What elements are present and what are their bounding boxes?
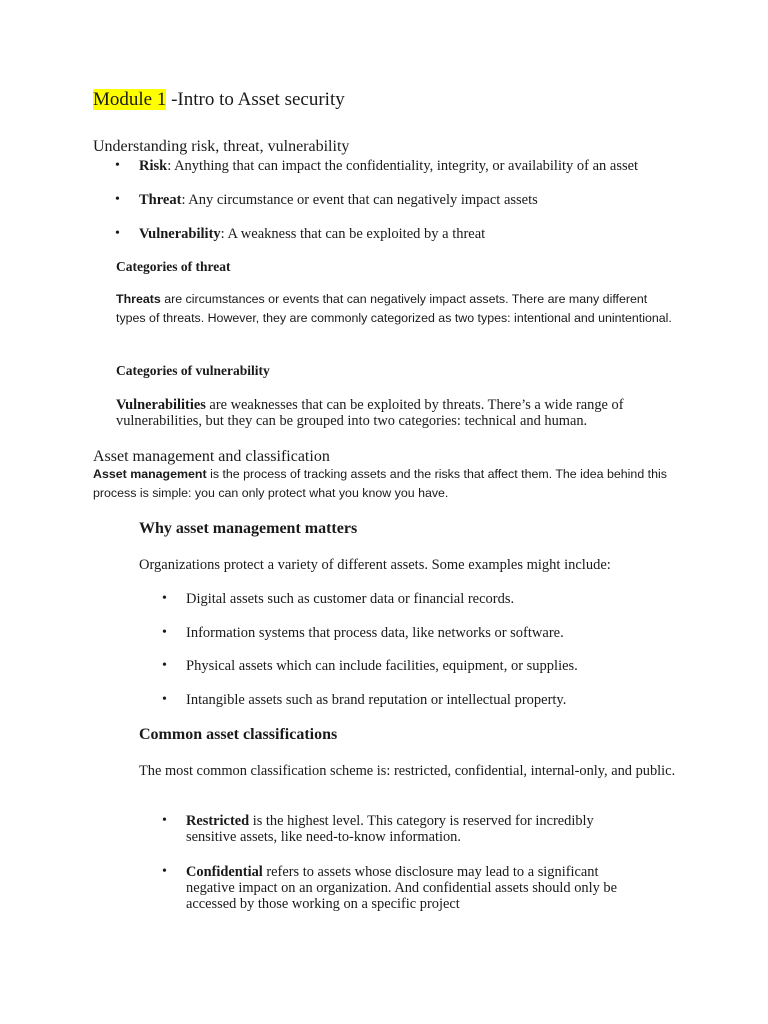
term-vulnerability: Vulnerability xyxy=(139,226,221,242)
bullet-dot: • xyxy=(115,158,120,173)
bullet-dot: • xyxy=(162,692,167,707)
bullet-dot: • xyxy=(115,192,120,207)
title-highlight: Module 1 xyxy=(93,89,167,110)
paragraph-asset-management xyxy=(93,465,683,503)
section-heading-risk: Understanding risk, threat, vulnerability xyxy=(93,138,350,155)
text-restricted: is the highest level. This category is reserved for incredibly sensitive assets, like need-to-know information. xyxy=(186,813,594,845)
heading-why-asset-management: Why asset management matters xyxy=(139,520,358,537)
paragraph-organizations: Organizations protect a variety of different assets. Some examples might include: xyxy=(139,557,611,573)
paragraph-classification-scheme: The most common classification scheme is: restricted, confidential, internal-only, and public. xyxy=(139,763,676,779)
paragraph-vulnerabilities xyxy=(116,397,676,429)
heading-common-asset-classifications: Common asset classifications xyxy=(139,726,338,743)
term-asset-management: Asset management xyxy=(93,467,207,481)
paragraph-threats xyxy=(116,290,676,328)
definition-threat: : Any circumstance or event that can negatively impact assets xyxy=(181,192,538,208)
subheading-threat-categories: Categories of threat xyxy=(116,259,231,274)
title-rest: -Intro to Asset security xyxy=(166,89,345,110)
term-vulnerabilities: Vulnerabilities xyxy=(116,397,206,413)
definition-vulnerability: : A weakness that can be exploited by a threat xyxy=(220,226,486,242)
term-confidential: Confidential xyxy=(186,864,263,880)
term-threat: Threat xyxy=(139,192,182,208)
bullet-dot: • xyxy=(162,625,167,640)
list-item-restricted xyxy=(162,813,642,845)
definition-risk: : Anything that can impact the confidentiality, integrity, or availability of an asset xyxy=(167,158,639,174)
bullet-dot: • xyxy=(162,658,167,673)
list-item-confidential xyxy=(162,864,642,912)
page-title xyxy=(93,88,345,112)
bullet-dot: • xyxy=(162,591,167,606)
list-item-text: Intangible assets such as brand reputation or intellectual property. xyxy=(186,692,567,708)
term-threats: Threats xyxy=(116,292,161,306)
subheading-vulnerability-categories: Categories of vulnerability xyxy=(116,363,270,378)
section-heading-asset-management: Asset management and classification xyxy=(93,448,330,465)
bullet-dot: • xyxy=(162,864,167,879)
bullet-dot: • xyxy=(162,813,167,828)
text-confidential: refers to assets whose disclosure may lead to a significant negative impact on an organization. And confidential assets should only be accessed by those working on a specific project xyxy=(186,864,617,912)
list-item-text: Physical assets which can include facilities, equipment, or supplies. xyxy=(186,658,578,674)
term-restricted: Restricted xyxy=(186,813,250,829)
list-item-text: Information systems that process data, like networks or software. xyxy=(186,625,564,641)
list-item-text: Digital assets such as customer data or financial records. xyxy=(186,591,515,607)
text-asset-management: is the process of tracking assets and the risks that affect them. The idea behind this process is simple: you can only protect what you know you have. xyxy=(93,467,667,500)
term-risk: Risk xyxy=(139,158,168,174)
text-vulnerabilities: are weaknesses that can be exploited by threats. There’s a wide range of vulnerabilities, but they can be grouped into two categories: technical and human. xyxy=(116,397,624,429)
bullet-dot: • xyxy=(115,226,120,241)
text-threats: are circumstances or events that can negatively impact assets. There are many different types of threats. However, they are commonly categorized as two types: intentional and unintentional. xyxy=(116,292,672,325)
